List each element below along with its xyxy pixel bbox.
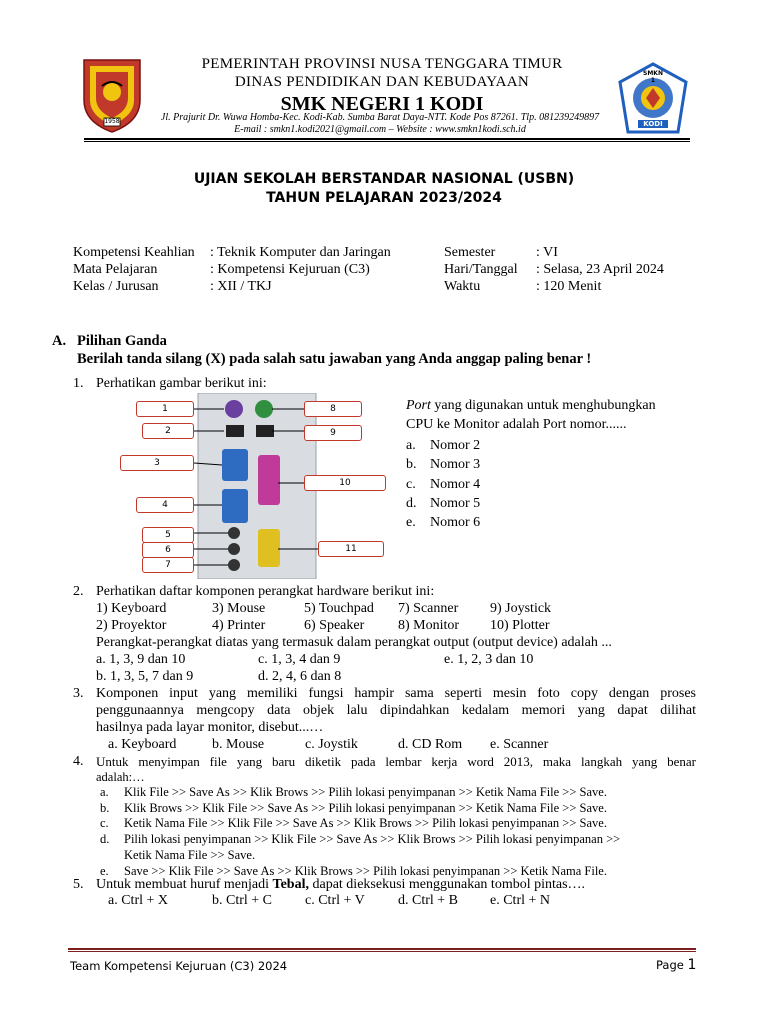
- header-school-name: SMK NEGERI 1 KODI: [280, 93, 484, 115]
- header-department: DINAS PENDIDIKAN DAN KEBUDAYAAN: [234, 74, 530, 90]
- figure-label-10: 10: [304, 475, 386, 491]
- info-label: Kompetensi Keahlian: [73, 245, 195, 260]
- question-number: 3.: [73, 686, 84, 701]
- option-c[interactable]: c. Ketik Nama File >> Klik File >> Save As >> Klik Brows >> Pilih lokasi penyimpanan >> Save.: [100, 816, 607, 831]
- header-address: Jl. Prajurit Dr. Wuwa Homba-Kec. Kodi-Kab. Sumba Barat Daya-NTT. Kode Pos 87261. Tlp. 081239249897: [160, 112, 600, 123]
- header-contact: E-mail : smkn1.kodi2021@gmail.com – Website : www.smkn1kodi.sch.id: [234, 124, 526, 135]
- figure-label-8: 8: [304, 401, 362, 417]
- option-d[interactable]: d. 2, 4, 6 dan 8: [258, 669, 342, 684]
- footer-team: Team Kompetensi Kejuruan (C3) 2024: [70, 959, 288, 973]
- question-text: Perhatikan gambar berikut ini:: [96, 376, 267, 391]
- footer-divider-thin: [68, 951, 696, 952]
- figure-label-1: 1: [136, 401, 194, 417]
- question-3-line3: hasilnya pada layar monitor, disebut...…: [96, 720, 324, 735]
- figure-label-11: 11: [318, 541, 384, 557]
- option-e[interactable]: e. Scanner: [490, 737, 549, 752]
- question-number: 2.: [73, 584, 84, 599]
- option-a[interactable]: a. Nomor 2: [406, 438, 481, 453]
- option-d[interactable]: d. Pilih lokasi penyimpanan >> Klik File >> Save As >> Klik Brows >> Pilih lokasi penyimpanan >>: [100, 832, 621, 847]
- option-b[interactable]: b. Ctrl + C: [212, 893, 273, 908]
- option-b[interactable]: b. 1, 3, 5, 7 dan 9: [96, 669, 194, 684]
- footer-page: Page 1: [656, 957, 697, 973]
- question-1-prompt-rest: yang digunakan untuk menghubungkan: [430, 398, 656, 413]
- figure-label-2: 2: [142, 423, 194, 439]
- figure-label-6: 6: [142, 542, 194, 558]
- option-d[interactable]: d. CD Rom: [398, 737, 463, 752]
- info-label: Mata Pelajaran: [73, 262, 158, 277]
- question-4-options: [100, 785, 620, 879]
- header-divider: [84, 138, 690, 140]
- section-instruction: Berilah tanda silang (X) pada salah satu jawaban yang Anda anggap paling benar !: [77, 351, 592, 367]
- question-1-prompt-line2: CPU ke Monitor adalah Port nomor......: [406, 417, 627, 432]
- info-value: : Kompetensi Kejuruan (C3): [210, 262, 370, 277]
- option-c[interactable]: c. Ctrl + V: [305, 893, 365, 908]
- option-b[interactable]: b. Klik Brows >> Klik File >> Save As >> Pilih lokasi penyimpanan >> Ketik Nama File >> Save.: [100, 800, 607, 815]
- question-2-options: [96, 652, 616, 688]
- figure-label-4: 4: [136, 497, 194, 513]
- info-left-values: [210, 244, 391, 295]
- info-value: : Selasa, 23 April 2024: [536, 262, 664, 277]
- option-d[interactable]: d. Nomor 5: [406, 495, 481, 511]
- exam-title: UJIAN SEKOLAH BERSTANDAR NASIONAL (USBN): [193, 171, 575, 187]
- option-e[interactable]: e. Save >> Klik File >> Save As >> Klik Brows >> Pilih lokasi penyimpanan >> Ketik Nama File.: [100, 863, 607, 878]
- info-value: : Teknik Komputer dan Jaringan: [210, 245, 391, 260]
- port-word: Port: [406, 398, 431, 413]
- option-e[interactable]: e. Ctrl + N: [490, 893, 550, 908]
- section-letter: A.: [52, 333, 67, 349]
- info-label: Waktu: [444, 279, 481, 294]
- option-a[interactable]: a. 1, 3, 9 dan 10: [96, 652, 186, 667]
- info-value: : 120 Menit: [536, 279, 602, 294]
- question-5-text: Untuk membuat huruf menjadi Tebal, dapat dieksekusi menggunakan tombol pintas….: [96, 877, 586, 892]
- section-title: Pilihan Ganda: [77, 333, 167, 349]
- question-1-prompt: [406, 398, 656, 414]
- option-a[interactable]: a. Klik File >> Save As >> Klik Brows >> Pilih lokasi penyimpanan >> Ketik Nama File >> Save.: [100, 785, 607, 799]
- option-b[interactable]: b. Nomor 3: [406, 457, 481, 473]
- question-4-line1: Untuk menyimpan file yang baru diketik pada lembar kerja word 2013, maka langkah yang benar: [96, 754, 696, 769]
- question-number: 5.: [73, 877, 84, 892]
- info-right-labels: [444, 244, 518, 295]
- header-divider-thin: [84, 141, 690, 142]
- option-c[interactable]: c. Joystik: [305, 737, 358, 752]
- info-value: : XII / TKJ: [210, 279, 272, 294]
- option-d[interactable]: d. Ctrl + B: [398, 893, 459, 908]
- ntt-province-logo: [80, 56, 144, 134]
- bold-word: Tebal,: [272, 877, 309, 892]
- info-label: Semester: [444, 245, 496, 260]
- question-number: 1.: [73, 376, 84, 391]
- info-label: Hari/Tanggal: [444, 262, 518, 277]
- option-e[interactable]: e. 1, 2, 3 dan 10: [444, 652, 534, 667]
- option-d-continued: Ketik Nama File >> Save.: [124, 847, 256, 862]
- question-2-prompt: Perangkat-perangkat diatas yang termasuk dalam perangkat output (output device) adalah ...: [96, 635, 612, 650]
- question-3-line2: penggunaannya mengcopy data objek lalu dipindahkan kedalam memori yang dapat dilihat: [96, 703, 696, 718]
- info-label: Kelas / Jurusan: [73, 279, 159, 294]
- header-province: PEMERINTAH PROVINSI NUSA TENGGARA TIMUR: [201, 56, 563, 72]
- question-1-options: [406, 436, 480, 532]
- question-3-line1: Komponen input yang memiliki fungsi hampir sama seperti mesin foto copy dengan proses: [96, 686, 696, 701]
- logo-year-text: 1958: [104, 118, 120, 125]
- option-a[interactable]: a. Keyboard: [108, 737, 177, 752]
- option-e[interactable]: e. Nomor 6: [406, 515, 481, 531]
- school-logo: [618, 62, 688, 134]
- figure-label-9: 9: [304, 425, 362, 441]
- option-c[interactable]: c. 1, 3, 4 dan 9: [258, 652, 341, 667]
- footer-divider: [68, 948, 696, 950]
- question-4-line2: adalah:…: [96, 770, 145, 784]
- question-text: Perhatikan daftar komponen perangkat hardware berikut ini:: [96, 584, 435, 599]
- page-number: 1: [687, 957, 697, 973]
- logo-bottom-text: KODI: [638, 120, 668, 128]
- option-a[interactable]: a. Ctrl + X: [108, 893, 168, 908]
- option-b[interactable]: b. Mouse: [212, 737, 265, 752]
- info-left-labels: [73, 244, 195, 295]
- port-figure: [118, 393, 390, 579]
- figure-label-5: 5: [142, 527, 194, 543]
- option-c[interactable]: c. Nomor 4: [406, 476, 481, 492]
- figure-label-7: 7: [142, 557, 194, 573]
- info-value: : VI: [536, 245, 558, 260]
- info-right-values: [536, 244, 664, 295]
- figure-label-3: 3: [120, 455, 194, 471]
- logo-top-text: SMKN 1: [643, 70, 663, 84]
- exam-year: TAHUN PELAJARAN 2023/2024: [266, 190, 502, 206]
- question-number: 4.: [73, 754, 84, 769]
